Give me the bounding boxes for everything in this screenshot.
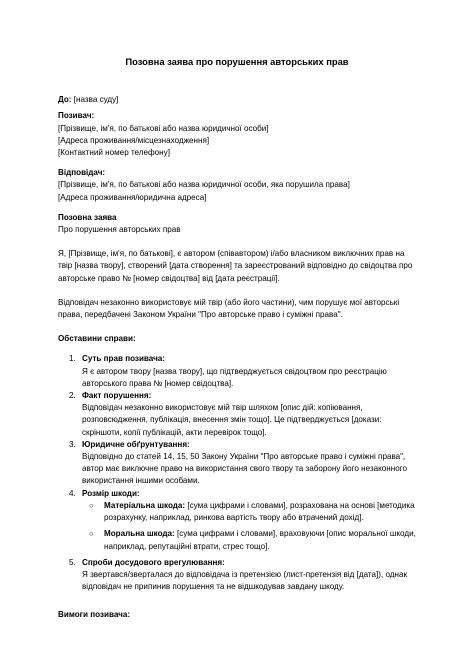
- circle-bullet-icon: ○: [89, 500, 94, 510]
- to-value: [назва суду]: [73, 95, 119, 105]
- list-item: 5. Спроби досудового врегулювання: Я звертався/зверталася до відповідача із претензією (лист-претензія від [дата]), однак відповідач не припинив порушення та не відшкодував завдану шкоду.: [58, 557, 416, 594]
- plaintiff-address: [Адреса проживання/місцезнаходження]: [58, 135, 210, 145]
- item-text: Я звертався/зверталася до відповідача із претензією (лист-претензія від [дата]), однак відповідач не припинив порушення та не відшкодував завдану шкоду.: [82, 569, 408, 592]
- to-label: До:: [58, 95, 72, 105]
- item-title: Юридичне обґрунтування:: [82, 439, 190, 449]
- damage-item-material: ○ Матеріальна шкода: [сума цифрами і словами], розрахована на основі [методика розрахунку, наприклад, ринкова вартість твору або втрачений дохід].: [89, 500, 415, 523]
- item-title: Факт порушення:: [82, 391, 152, 401]
- list-item: 1. Суть прав позивача: Я є автором твору [назва твору], що підтверджується свідоцтвом про реєстрацію авторського права № [номер свідоцтва].: [58, 353, 416, 390]
- damages-list: [58, 500, 416, 553]
- defendant-name: [Прізвище, ім'я, по батькові або назва юридичної особи, яка порушила права]: [58, 180, 350, 190]
- claim-subject: Про порушення авторських прав: [58, 225, 181, 235]
- item-title: Суть прав позивача:: [82, 354, 165, 364]
- plaintiff-label: Позивач:: [58, 111, 95, 121]
- item-title: Спроби досудового врегулювання:: [82, 557, 225, 567]
- item-text: Відповідач незаконно використовує мій твір шляхом [опис дій: копіювання, розповсюдження, публікація, внесення змін тощо]. Це підтверджується [докази: скріншоти, копії публікацій, акти перевірок тощо].: [82, 403, 382, 437]
- circumstances-list-continued: [58, 557, 416, 594]
- list-item: 3. Юридичне обґрунтування: Відповідно до статей 14, 15, 50 Закону України "Про авторське право і суміжні права", автор має виключне право на використання свого твору та заборону його незаконного використання іншими особами.: [58, 439, 416, 488]
- defendant-label: Відповідач:: [58, 168, 106, 178]
- plaintiff-phone: [Контактний номер телефону]: [58, 148, 170, 158]
- item-title: Розмір шкоди:: [82, 488, 140, 498]
- defendant-address: [Адреса проживання/юридична адреса]: [58, 192, 207, 202]
- claim-label: Позовна заява: [58, 212, 117, 222]
- circumstances-list: [58, 353, 416, 499]
- paragraph-violation: Відповідач незаконно використовує мій твір (або його частини), чим порушує мої авторські права, передбачені Законом України "Про авторське право і суміжні права".: [58, 297, 400, 320]
- item-text: Я є автором твору [назва твору], що підтверджується свідоцтвом про реєстрацію авторського права № [номер свідоцтва].: [82, 366, 387, 388]
- list-item: 2. Факт порушення: Відповідач незаконно використовує мій твір шляхом [опис дій: копіювання, розповсюдження, публікація, внесення змін тощо]. Це підтверджується [докази: скріншоти, копії публікацій, акти перевірок тощо].: [58, 390, 416, 439]
- plaintiff-name: [Прізвище, ім'я, по батькові або назва юридичної особи]: [58, 123, 269, 133]
- item-text: Відповідно до статей 14, 15, 50 Закону України "Про авторське право і суміжні права", автор має виключне право на використання свого твору та заборону його незаконного використання іншими особами.: [82, 452, 408, 486]
- list-item: 4. Розмір шкоди:: [69, 488, 140, 498]
- circle-bullet-icon: ○: [89, 529, 94, 539]
- paragraph-authorship: Я, [Прізвище, ім'я, по батькові], є автором (співавтором) і/або власником виключних прав на твір [назва твору], створений [дата створення] та зареєстрований відповідно до свідоцтва про авторське право № [номер свідоцтва] від [дата реєстрації].: [58, 249, 413, 283]
- damage-item-moral: ○ Моральна шкода: [сума цифрами і словами], враховуючи [опис моральної шкоди, наприклад, репутаційні втрати, стрес тощо].: [89, 529, 416, 551]
- demands-label: Вимоги позивача:: [58, 610, 131, 620]
- document-title: Позовна заява про порушення авторських прав: [125, 56, 349, 67]
- to-line: [58, 94, 416, 106]
- circumstances-label: Обставини справи:: [58, 334, 136, 344]
